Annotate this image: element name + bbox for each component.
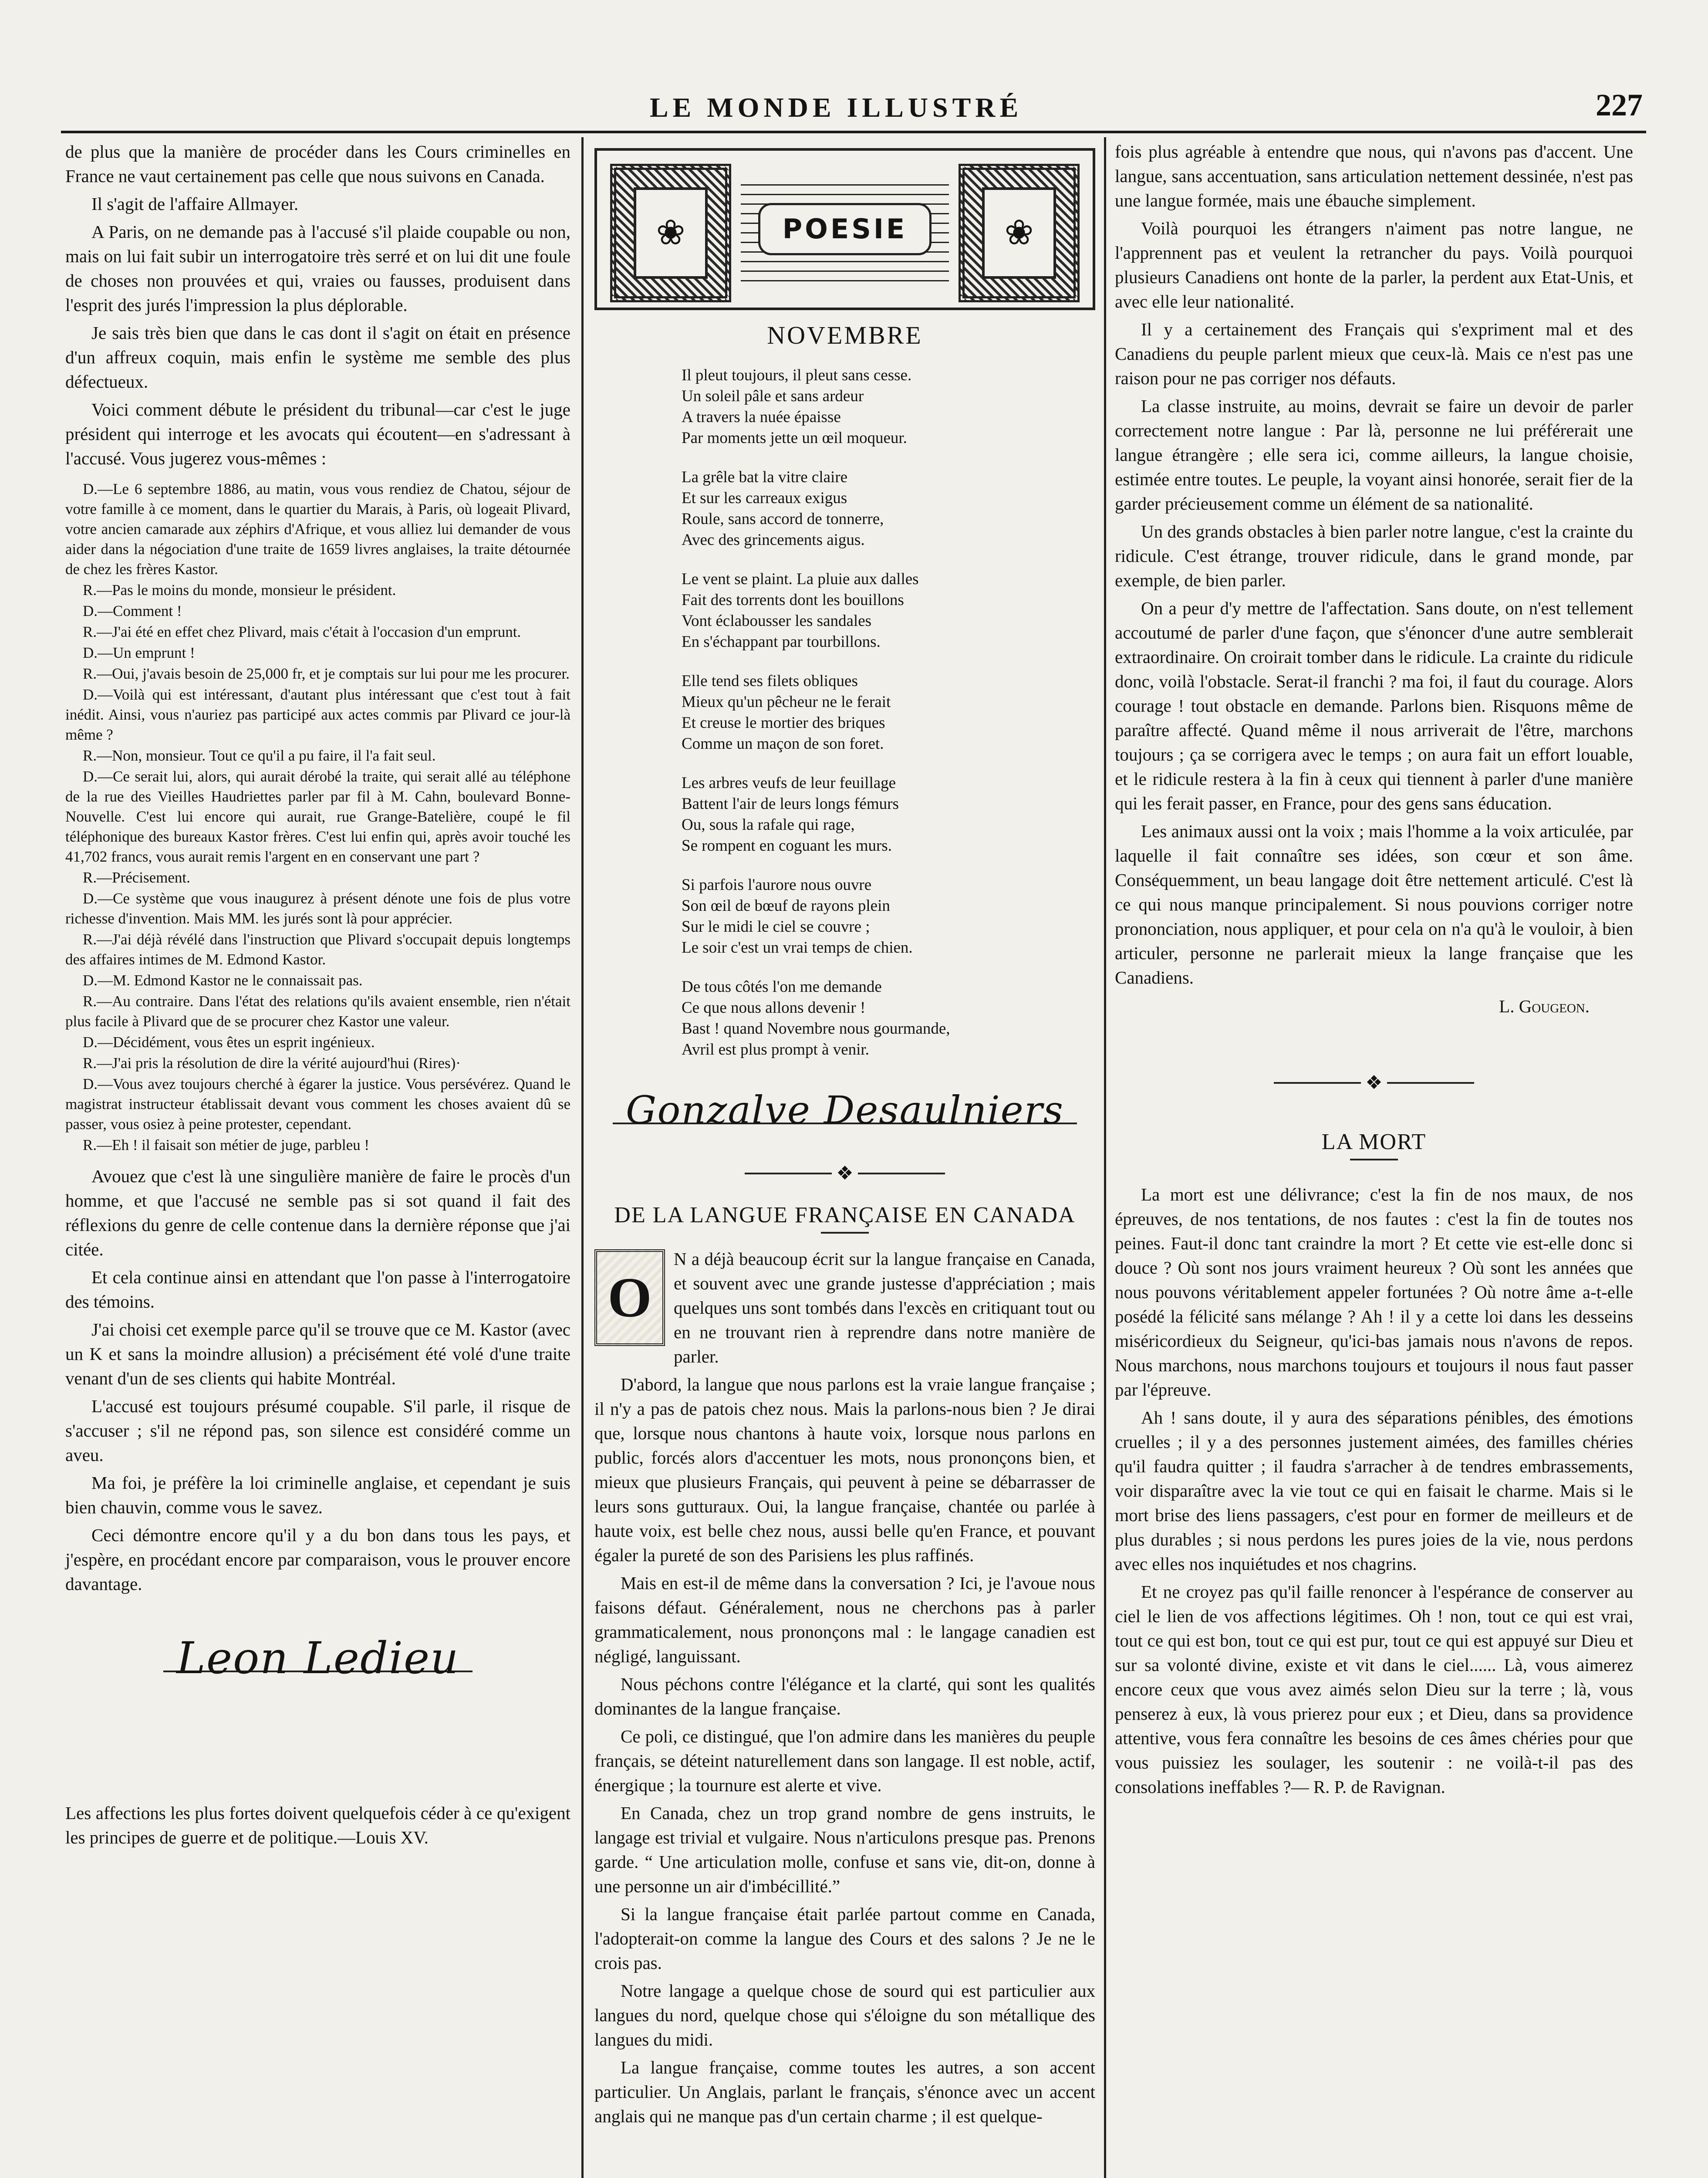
ornament-divider	[594, 1161, 1095, 1186]
ornament-icon: ❖	[836, 1163, 854, 1184]
stanza	[682, 773, 1095, 856]
verse: Vont éclabousser les sandales	[682, 612, 872, 630]
paragraph: Notre langage a quelque chose de sourd qui est particulier aux langues du nord, quelque chose qui s'éloigne du son métallique des langues du midi.	[594, 1981, 1095, 2049]
page-number: 227	[1596, 88, 1643, 122]
verse: De tous côtés l'on me demande	[682, 978, 882, 996]
verse: Avril est plus prompt à venir.	[682, 1041, 869, 1059]
stanza	[682, 977, 1095, 1060]
paragraph: Il y a certainement des Français qui s'expriment mal et des Canadiens du peuple parlent mieux que ceux-là. Mais ce n'est pas une raison pour ne pas corriger nos défauts.	[1115, 319, 1633, 388]
dialogue-line: D.—Vous avez toujours cherché à égarer la justice. Vous persévérez. Quand le magistrat instructeur établissait devant vous comment les choses avaient dû se passer, vous osiez à peine protester, cependant.	[65, 1075, 570, 1133]
paragraph: Mais en est-il de même dans la conversation ? Ici, je l'avoue nous faisons défaut. Généralement, nous ne cherchons pas à parler grammaticalement, nous prononçons mal : le langage canadien est négligé, languissant.	[594, 1573, 1095, 1666]
dialogue-line: R.—Précisement.	[83, 869, 190, 886]
stanza	[682, 569, 1095, 653]
author-signature	[65, 1622, 570, 1696]
paragraph: On a peur d'y mettre de l'affectation. Sans doute, on n'est tellement accoutumé de parler d'une façon, que s'énoncer d'une autre semblerait extraordinaire. On croirait tomber dans le ridicule. La crainte du ridicule donc, voilà l'obstacle. Serat-il franchi ? ma foi, il faut du courage. Alors courage ! tout obstacle en demande. Parlons bien. Risquons même de paraître affecté. Quand même il nous arriverait de l'être, marchons toujours ; ça se corrigera avec le temps ; on aura fait un effort louable, et le ridicule restera à la fin à ceux qui tiennent à parler d'une manière qui les ferait passer, en France, pour des gens sans éducation.	[1115, 598, 1633, 813]
verse: Se rompent en coguant les murs.	[682, 837, 892, 855]
dialogue-line: R.—Eh ! il faisait son métier de juge, parbleu !	[83, 1136, 370, 1153]
paragraph: Les animaux aussi ont la voix ; mais l'homme a la voix articulée, par laquelle il fait connaître ses idées, son cœur et son âme. Conséquemment, un beau langage doit être nettement articulé. C'est là ce qui nous manque principalement. Si nous pouvions corriger notre prononciation, nous appliquer, et pour cela on n'a qu'à le vouloir, à bien articuler, personne ne parlerait mieux la lange française que les Canadiens.	[1115, 821, 1633, 988]
paragraph: Et cela continue ainsi en attendant que l'on passe à l'interrogatoire des témoins.	[65, 1267, 570, 1312]
article-author: L. Gougeon.	[1499, 996, 1590, 1016]
verse: Son œil de bœuf de rayons plein	[682, 897, 890, 915]
paragraph: Ah ! sans doute, il y aura des séparations pénibles, des émotions cruelles ; il y a des personnes justement aimées, des familles chéries qu'il faudra quitter ; il faudra s'arracher à de tendres embrassements, voir disparaître avec la vie tout ce qui en faisait le charme. Mais si le mort brise des liens passagers, c'est pour en former de meilleurs et de plus durables ; si nous perdons les pures joies de la vie, nous perdons avec elles nos inquiétudes et nos chagrins.	[1115, 1407, 1633, 1574]
rose-icon: ❀	[982, 187, 1056, 279]
dialogue-line: D.—Ce serait lui, alors, qui aurait dérobé la traite, qui serait allé au téléphone de la rue des Vieilles Haudriettes parler par fil à M. Cahn, boulevard Bonne-Nouvelle. C'est lui encore qui aurait, rue Grange-Batelière, coupé le fil téléphonique des bureaux Kastor frères. C'est lui enfin qui, après avoir touché les 41,702 francs, vous aurait remis l'argent en en conservant une part ?	[65, 768, 570, 865]
dialogue-line: R.—Non, monsieur. Tout ce qu'il a pu faire, il l'a fait seul.	[83, 747, 436, 764]
paragraph: Voici comment débute le président du tribunal—car c'est le juge président qui interroge et les avocats qui écoutent—en s'adressant à l'accusé. Vous jugerez vous-mêmes :	[65, 399, 570, 468]
dialogue-line: R.—Oui, j'avais besoin de 25,000 fr, et je comptais sur lui pour me les procurer.	[83, 665, 570, 682]
article-title: DE LA LANGUE FRANÇAISE EN CANADA	[614, 1203, 1076, 1228]
paragraph: Il s'agit de l'affaire Allmayer.	[91, 194, 299, 214]
paragraph: En Canada, chez un trop grand nombre de gens instruits, le langage est trivial et vulgaire. Nous n'articulons presque pas. Prenons garde. “ Une articulation molle, confuse et sans vie, dit-on, donne à une personne un air d'imbécillité.”	[594, 1803, 1095, 1896]
paragraph: A Paris, on ne demande pas à l'accusé s'il plaide coupable ou non, mais on lui fait subir un interrogatoire très serré et on lui dit une foule de choses non prouvées et qui, vraies ou fausses, produisent dans l'esprit des jurés l'impression la plus déplorable.	[65, 222, 570, 315]
banner-label: POESIE	[758, 203, 932, 255]
verse: Bast ! quand Novembre nous gourmande,	[682, 1020, 950, 1038]
verse: Si parfois l'aurore nous ouvre	[682, 876, 872, 894]
poem-title: NOVEMBRE	[767, 321, 923, 349]
article-body	[594, 1247, 1095, 2128]
poem	[594, 365, 1095, 1060]
dialogue-line: D.—M. Edmond Kastor ne le connaissait pas.	[83, 972, 363, 989]
verse: Avec des grincements aigus.	[682, 531, 865, 549]
paragraph: Ma foi, je préfère la loi criminelle anglaise, et cependant je suis bien chauvin, comme vous le savez.	[65, 1473, 570, 1517]
paragraph: L'accusé est toujours présumé coupable. S'il parle, il risque de s'accuser ; s'il ne répond pas, son silence est considéré comme un aveu.	[65, 1396, 570, 1465]
paragraph: J'ai choisi cet exemple parce qu'il se trouve que ce M. Kastor (avec un K et sans la moindre allusion) a précisément été volé d'une traite venant d'un de ses clients qui habite Montréal.	[65, 1319, 570, 1388]
verse: Mieux qu'un pêcheur ne le ferait	[682, 693, 891, 711]
verse: Le soir c'est un vrai temps de chien.	[682, 939, 913, 957]
paragraph: Voilà pourquoi les étrangers n'aiment pas notre langue, ne l'apprennent pas et veulent la retrancher du pays. Voilà pourquoi plusieurs Canadiens ont honte de la parler, la perdent aux Etat-Unis, et avec elle leur nationalité.	[1115, 218, 1633, 311]
banner-ornament-right	[959, 164, 1080, 302]
verse: Elle tend ses filets obliques	[682, 672, 858, 690]
verse: Les arbres veufs de leur feuillage	[682, 774, 896, 792]
verse: En s'échappant par tourbillons.	[682, 633, 881, 651]
dialogue-line: R.—J'ai été en effet chez Plivard, mais c'était à l'occasion d'un emprunt.	[83, 623, 521, 640]
dialogue-line: D.—Décidément, vous êtes un esprit ingénieux.	[83, 1034, 375, 1051]
middle-column	[594, 139, 1095, 2132]
paragraph: D'abord, la langue que nous parlons est la vraie langue française ; il n'y a pas de patois chez nous. Mais la parlons-nous bien ? Je dirai que, lorsque nous chantons à haute voix, lorsque nous parlons en public, forcés alors d'accentuer les mots, nous prononçons bien, et mieux que plusieurs Français, qui peuvent à peine se débarrasser de leurs sons gutturaux. Oui, la langue française, chantée ou parlée à haute voix, est belle chez nous, aussi belle qu'en France, et pouvant égaler la pureté de son des Parisiens les plus raffinés.	[594, 1374, 1095, 1565]
verse: Fait des torrents dont les bouillons	[682, 591, 904, 609]
stanza	[682, 671, 1095, 754]
dialogue-line: D.—Ce système que vous inaugurez à présent dénote une fois de plus votre richesse d'invention. Mais MM. les jurés sont là pour apprécier.	[65, 890, 570, 927]
verse: Un soleil pâle et sans ardeur	[682, 387, 864, 405]
verse: Et sur les carreaux exigus	[682, 489, 847, 507]
paragraph: Et ne croyez pas qu'il faille renoncer à l'espérance de conserver au ciel le lien de vos affections légitimes. Oh ! non, tout ce qui est vrai, tout ce qui est bon, tout ce qui est pur, tout ce qui est appuyé sur Dieu et sur sa volonté divine, existe et vit dans le ciel...... Là, vous aimerez encore ceux que vous avez aimés selon Dieu sur la terre ; là, vous penserez à eux, là vous prierez pour eux ; et Dieu, dans sa providence attentive, vous fera connaître les besoins de ces âmes chéries pour que vous puissiez les soulager, les soutenir : ne voilà-t-il pas des consolations ineffables ?— R. P. de Ravignan.	[1115, 1582, 1633, 1797]
masthead: LE MONDE ILLUSTRÉ	[649, 92, 1023, 123]
verse: Ce que nous allons devenir !	[682, 999, 866, 1017]
verse: Sur le midi le ciel se couvre ;	[682, 918, 870, 936]
paragraph: N a déjà beaucoup écrit sur la langue française en Canada, et souvent avec une grande justesse d'appréciation ; mais quelques uns sont tombés dans l'excès en critiquant tout ou en ne trouvant rien à reprendre dans notre manière de parler.	[674, 1249, 1095, 1366]
paragraph: de plus que la manière de procéder dans les Cours criminelles en France ne vaut certainement pas celle que nous suivons en Canada.	[65, 142, 570, 186]
dropcap: O	[594, 1249, 665, 1346]
left-column	[65, 139, 570, 1853]
dialogue-line: R.—Au contraire. Dans l'état des relations qu'ils avaient ensemble, rien n'était plus facile à Plivard que de se procurer chez Kastor une valeur.	[65, 993, 570, 1030]
paragraph: Je sais très bien que dans le cas dont il s'agit on était en présence d'un affreux coquin, mais enfin le système me semble des plus défectueux.	[65, 323, 570, 392]
paragraph: Avouez que c'est là une singulière manière de faire le procès d'un homme, et que l'accusé ne semble pas si sot quand il fait des réflexions du genre de celle contenue dans la dernière réponse que j'ai citée.	[65, 1166, 570, 1259]
verse: Le vent se plaint. La pluie aux dalles	[682, 570, 919, 588]
stanza	[682, 467, 1095, 551]
ornament-icon: ❖	[1365, 1072, 1383, 1093]
paragraph: La mort est une délivrance; c'est la fin de nos maux, de nos épreuves, de nos tentations, de nos fautes : c'est la fin de toutes nos peines. Faut-il donc tant craindre la mort ? Et cette vie est-elle donc si douce ? Où sont nos jours vraiment heureux ? Où sont les années que nous pouvons véritablement appeler fortunées ? Où notre âme a-t-elle posédé la félicité sans mélange ? Ah ! il y a cette loi dans les desseins miséricordieux du Seigneur, qu'ici-bas jamais nous n'avons de repos. Nous marchons, nous marchons toujours et toujours il nous faut passer par l'épreuve.	[1115, 1184, 1633, 1400]
dialogue-line: D.—Voilà qui est intéressant, d'autant plus intéressant que c'est tout à fait inédit. Ainsi, vous n'auriez pas participé aux actes commis par Plivard ce jour-là même ?	[65, 686, 570, 743]
paragraph: Un des grands obstacles à bien parler notre langue, c'est la crainte du ridicule. C'est étrange, trouver ridicule, dans le grand monde, par exemple, de bien parler.	[1115, 521, 1633, 590]
verse: Roule, sans accord de tonnerre,	[682, 510, 884, 528]
paragraph: fois plus agréable à entendre que nous, qui n'avons pas d'accent. Une langue, sans accentuation, sans articulation nettement dessinée, n'est pas une langue formée, mais une ébauche simplement.	[1115, 142, 1633, 210]
poesie-banner	[594, 148, 1095, 310]
verse: Comme un maçon de son foret.	[682, 735, 884, 753]
dialogue-line: R.—Pas le moins du monde, monsieur le président.	[83, 582, 396, 599]
paragraph: Nous péchons contre l'élégance et la clarté, qui sont les qualités dominantes de la langue française.	[594, 1674, 1095, 1718]
paragraph: Si la langue française était parlée partout comme en Canada, l'adopterait-on comme la langue des Cours et des salons ? Je ne le crois pas.	[594, 1904, 1095, 1973]
verse: La grêle bat la vitre claire	[682, 468, 848, 486]
stanza	[682, 365, 1095, 449]
title-rule	[821, 1232, 869, 1234]
verse: Par moments jette un œil moqueur.	[682, 429, 907, 447]
paragraph: Ceci démontre encore qu'il y a du bon dans tous les pays, et j'espère, en procédant encore par comparaison, vous le prouver encore davantage.	[65, 1525, 570, 1594]
banner-ornament-left	[610, 164, 731, 302]
verse: Et creuse le mortier des briques	[682, 714, 885, 732]
verse: Il pleut toujours, il pleut sans cesse.	[682, 366, 912, 384]
column-rule-left	[581, 137, 584, 2178]
verse: Battent l'air de leurs longs fémurs	[682, 795, 899, 813]
right-column	[1115, 139, 1633, 1803]
interrogation-dialogue	[65, 479, 570, 1155]
dialogue-line: D.—Un emprunt !	[83, 644, 195, 661]
footer-quote: Les affections les plus fortes doivent quelquefois céder à ce qu'exigent les principes de guerre et de politique.—Louis XV.	[65, 1803, 570, 1847]
title-rule	[1350, 1159, 1398, 1160]
paragraph: La classe instruite, au moins, devrait se faire un devoir de parler correctement notre langue : Par là, personne ne lui préférerait une langue étrangère ; elle sera ici, comme ailleurs, la langue choisie, estimée entre toutes. Le peuple, la voyant ainsi honorée, serait fier de la garder précieusement comme un élément de sa nationalité.	[1115, 396, 1633, 514]
poet-signature	[594, 1079, 1095, 1144]
stanza	[682, 875, 1095, 958]
ornament-divider	[1115, 1071, 1633, 1095]
paragraph: Ce poli, ce distingué, que l'on admire dans les manières du peuple français, se déteint naturellement dans son langage. Il est noble, actif, énergique ; la tournure est alerte et vive.	[594, 1726, 1095, 1795]
dialogue-line: D.—Le 6 septembre 1886, au matin, vous vous rendiez de Chatou, séjour de votre famille à ce moment, dans le quartier du Marais, à Paris, où logeait Plivard, votre ancien camarade aux zéphirs d'Afrique, et vous alliez lui demander de vous aider dans la négociation d'une traite de 1659 livres anglaises, la traite détournée de chez les frères Kastor.	[65, 480, 570, 578]
rose-icon: ❀	[634, 187, 708, 279]
dialogue-line: R.—J'ai déjà révélé dans l'instruction que Plivard s'occupait depuis longtemps des affaires intimes de M. Edmond Kastor.	[65, 931, 570, 968]
dialogue-line: R.—J'ai pris la résolution de dire la vérité aujourd'hui (Rires)·	[83, 1055, 461, 1072]
section-title: LA MORT	[1321, 1130, 1427, 1154]
verse: Ou, sous la rafale qui rage,	[682, 816, 855, 834]
dialogue-line: D.—Comment !	[83, 602, 182, 619]
header-rule	[61, 131, 1646, 133]
verse: A travers la nuée épaisse	[682, 408, 841, 426]
signature-text: Leon Ledieu	[163, 1646, 472, 1672]
paragraph: La langue française, comme toutes les autres, a son accent particulier. Un Anglais, parlant le français, s'énonce avec un accent anglais qui ne manque pas d'un certain charme ; il est quelque-	[594, 2057, 1095, 2126]
signature-text: Gonzalve Desaulniers	[613, 1098, 1077, 1124]
column-rule-right	[1104, 137, 1106, 2178]
